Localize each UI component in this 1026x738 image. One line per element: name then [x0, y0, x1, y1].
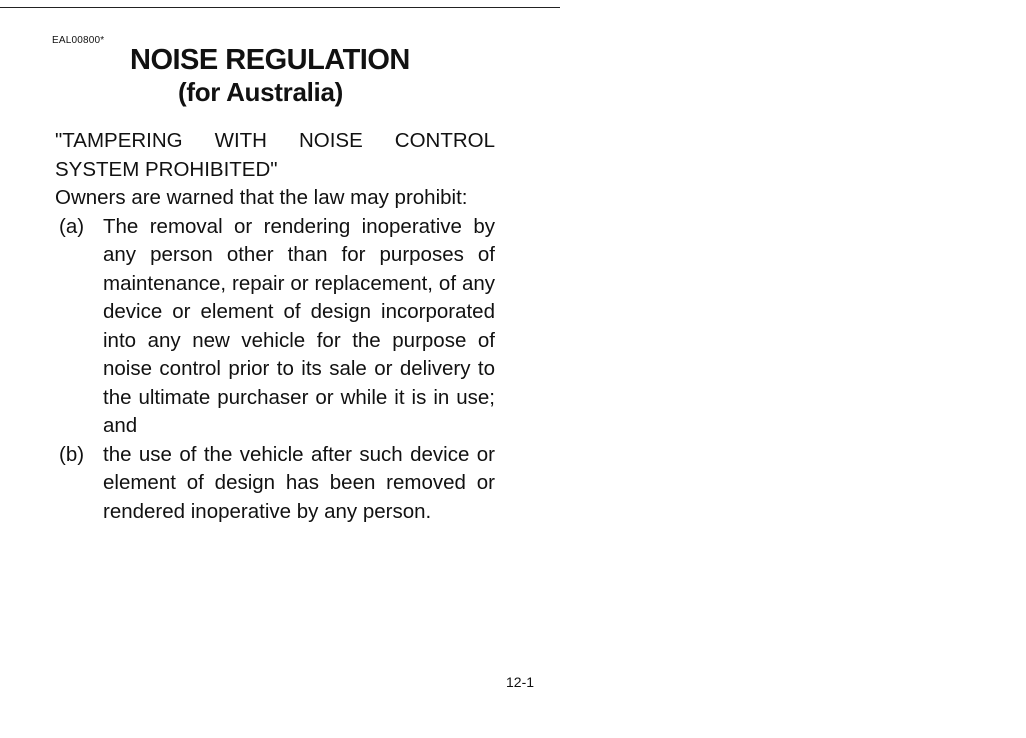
list-item	[55, 441, 495, 527]
list-marker: (b)	[59, 442, 85, 466]
page-subtitle: (for Australia)	[178, 77, 343, 107]
intro-paragraph: Owners are warned that the law may prohibit:	[55, 186, 468, 209]
list-item-text: The removal or rendering inoperative by any person other than for purposes of maintenance, repair or replacement, of any device or element of design incorporated into any new vehicle for the purpose of noise control prior to its sale or delivery to the ultimate purchaser or while it is in use; and	[103, 214, 495, 437]
prohibition-list	[55, 213, 495, 527]
list-item-text: the use of the vehicle after such device or element of design has been removed or rendered inoperative by any person.	[103, 442, 495, 523]
list-marker: (a)	[59, 214, 85, 238]
warning-statement: "TAMPERING WITH NOISE CONTROL SYSTEM PROHIBITED"	[55, 129, 495, 181]
page-number: 12-1	[506, 674, 535, 690]
top-rule	[0, 7, 560, 8]
page-title: NOISE REGULATION	[130, 44, 410, 76]
section-code: EAL00800*	[52, 35, 105, 46]
body-text	[55, 127, 495, 526]
list-item	[55, 213, 495, 441]
